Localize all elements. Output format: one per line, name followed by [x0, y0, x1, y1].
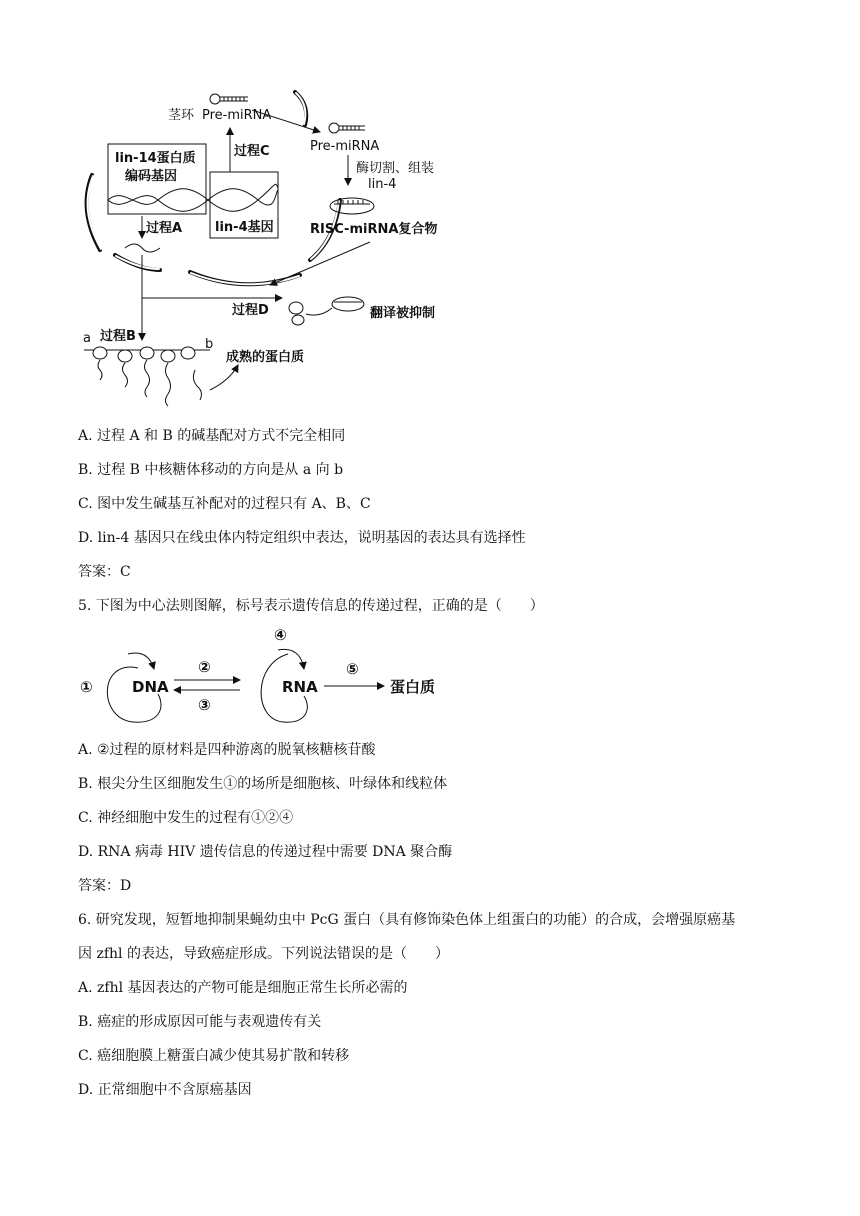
q4-option-c: C. 图中发生碱基互补配对的过程只有 A、B、C	[78, 496, 371, 512]
q4-option-a: A. 过程 A 和 B 的碱基配对方式不完全相同	[78, 428, 346, 444]
risc-complex-icon	[330, 198, 374, 214]
lin4-gene-label: lin-4基因	[215, 220, 274, 235]
lin14-label-line1: lin-14蛋白质	[115, 151, 196, 166]
rna-label: RNA	[282, 678, 318, 696]
q6-option-c: C. 癌细胞膜上糖蛋白减少使其易扩散和转移	[78, 1048, 350, 1064]
lin4-label: lin-4	[368, 177, 397, 192]
label-circle-4: ④	[274, 626, 287, 644]
inhibited-complex-icon	[289, 297, 364, 325]
risc-label: RISC-miRNA复合物	[310, 222, 438, 237]
q6-option-a: A. zfhl 基因表达的产物可能是细胞正常生长所必需的	[78, 980, 408, 996]
pre-mirna-stem-loop-icon	[210, 94, 248, 104]
process-b-label: 过程B	[100, 329, 136, 344]
q4-option-d: D. lin-4 基因只在线虫体内特定组织中表达，说明基因的表达具有选择性	[78, 530, 526, 546]
dna-label: DNA	[132, 678, 169, 696]
dna-helix-icon	[108, 184, 278, 211]
protein-label: 蛋白质	[390, 678, 436, 696]
pre-mirna-label-1: Pre-miRNA	[202, 108, 272, 123]
peptide-chains	[98, 360, 201, 406]
q6-option-d: D. 正常细胞中不含原癌基因	[78, 1082, 252, 1098]
q6-option-b: B. 癌症的形成原因可能与表观遗传有关	[78, 1014, 322, 1030]
pre-mirna-label-2: Pre-miRNA	[310, 139, 380, 154]
process-c-label: 过程C	[234, 144, 270, 159]
q5-option-b: B. 根尖分生区细胞发生①的场所是细胞核、叶绿体和线粒体	[78, 776, 448, 792]
process-d-label: 过程D	[232, 303, 269, 318]
translation-inhibited-label: 翻译被抑制	[370, 306, 436, 321]
q5-option-d: D. RNA 病毒 HIV 遗传信息的传递过程中需要 DNA 聚合酶	[78, 844, 453, 860]
pre-mirna-outside-icon	[329, 123, 365, 133]
mirna-regulation-figure	[70, 80, 470, 410]
ribosomes-icon	[93, 347, 195, 362]
lin14-label-line2: 编码基因	[125, 169, 178, 184]
label-circle-2: ②	[198, 658, 211, 676]
q5-option-a: A. ②过程的原材料是四种游离的脱氧核糖核苷酸	[78, 742, 376, 758]
label-a: a	[83, 331, 91, 346]
q6-stem-line2: 因 zfhl 的表达，导致癌症形成。下列说法错误的是（ ）	[78, 946, 449, 962]
q4-option-b: B. 过程 B 中核糖体移动的方向是从 a 向 b	[78, 462, 344, 478]
enzyme-label: 酶切割、组装	[356, 161, 435, 176]
label-b: b	[205, 337, 214, 352]
mature-protein-label: 成熟的蛋白质	[226, 350, 305, 365]
q5-option-c: C. 神经细胞中发生的过程有①②④	[78, 810, 294, 826]
q5-answer: 答案：D	[78, 878, 132, 894]
mrna-strand	[125, 244, 160, 252]
central-dogma-figure	[78, 624, 458, 730]
label-circle-3: ③	[198, 696, 211, 714]
label-circle-1: ①	[80, 678, 93, 696]
stem-loop-label: 茎环	[168, 108, 195, 123]
label-circle-5: ⑤	[346, 660, 359, 678]
q6-stem-line1: 6. 研究发现，短暂地抑制果蝇幼虫中 PcG 蛋白（具有修饰染色体上组蛋白的功能）的合成，会增强原癌基	[78, 912, 736, 928]
q4-answer: 答案：C	[78, 564, 131, 580]
process-a-label: 过程A	[146, 221, 183, 236]
q5-stem: 5. 下图为中心法则图解，标号表示遗传信息的传递过程，正确的是（ ）	[78, 598, 544, 614]
